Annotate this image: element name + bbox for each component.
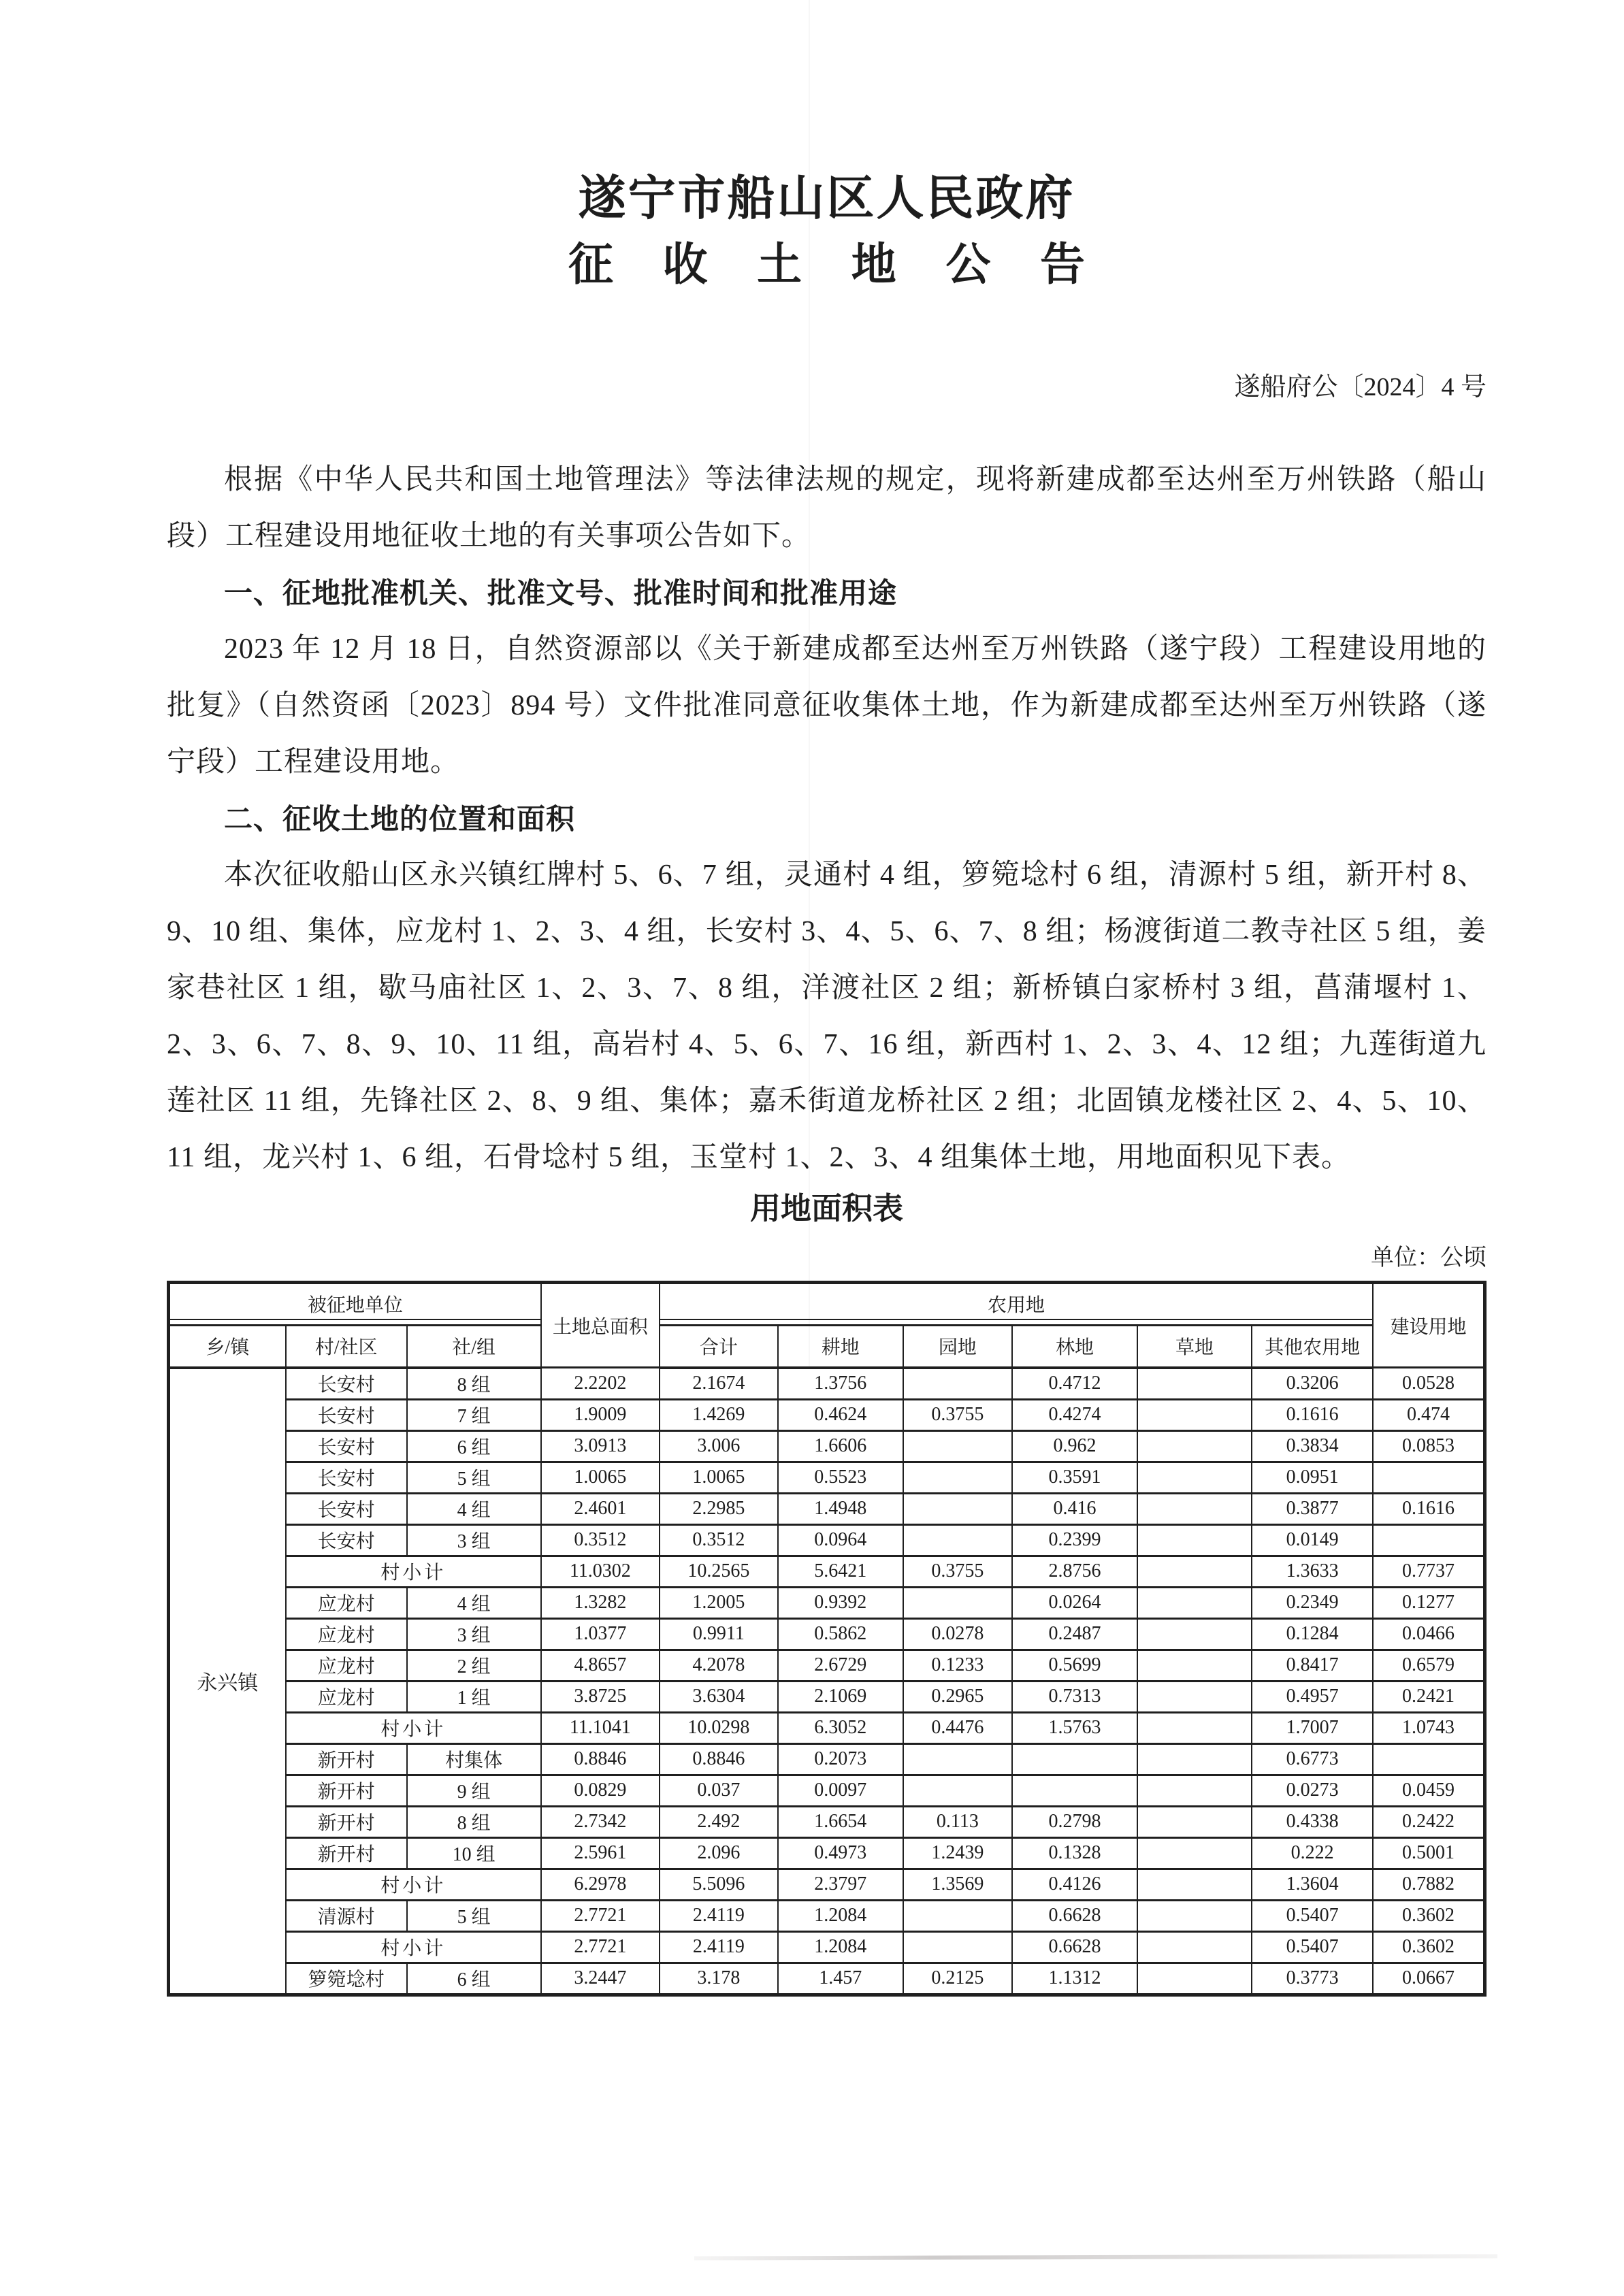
garden-cell [903, 1900, 1013, 1931]
total-area-cell: 2.4601 [541, 1493, 660, 1524]
agri-total-cell: 3.006 [660, 1430, 778, 1462]
village-cell: 新开村 [286, 1775, 407, 1806]
garden-cell [903, 1493, 1013, 1524]
group-cell: 6 组 [407, 1963, 541, 1995]
table-title: 用地面积表 [749, 1191, 903, 1226]
agri-total-cell: 4.2078 [660, 1650, 778, 1681]
cultivated-cell: 0.4624 [778, 1399, 903, 1430]
group-cell: 2 组 [407, 1650, 541, 1681]
header-garden-land: 园地 [903, 1325, 1013, 1368]
village-cell: 清源村 [286, 1900, 407, 1931]
other-agri-cell: 0.1616 [1252, 1399, 1373, 1430]
agri-total-cell: 2.4119 [660, 1900, 778, 1931]
garden-cell [903, 1524, 1013, 1556]
construction-cell: 0.474 [1373, 1399, 1484, 1430]
grass-cell [1137, 1806, 1252, 1837]
grass-cell [1137, 1650, 1252, 1681]
table-row [169, 1556, 1485, 1587]
header-other-agri-land: 其他农用地 [1252, 1325, 1373, 1368]
village-cell: 应龙村 [286, 1650, 407, 1681]
total-area-cell: 6.2978 [541, 1869, 660, 1900]
forest-cell: 0.4712 [1012, 1368, 1137, 1400]
doc-number: 遂船府公〔2024〕4 号 [1234, 372, 1487, 401]
garden-cell: 1.2439 [903, 1837, 1013, 1869]
grass-cell [1137, 1743, 1252, 1775]
forest-cell: 0.0264 [1012, 1587, 1137, 1618]
section-heading-2: 二、征收土地的位置和面积 [224, 803, 576, 836]
village-subtotal-cell: 村小计 [286, 1556, 541, 1587]
agri-total-cell: 3.6304 [660, 1681, 778, 1712]
construction-cell: 0.0853 [1373, 1430, 1484, 1462]
construction-cell: 0.0528 [1373, 1368, 1484, 1400]
table-row [169, 1493, 1485, 1524]
org-title: 遂宁市船山区人民政府 [578, 173, 1075, 225]
construction-cell: 0.0466 [1373, 1618, 1484, 1650]
forest-cell [1012, 1743, 1137, 1775]
total-area-cell: 0.8846 [541, 1743, 660, 1775]
group-cell: 9 组 [407, 1775, 541, 1806]
village-cell: 长安村 [286, 1493, 407, 1524]
village-cell: 新开村 [286, 1806, 407, 1837]
cultivated-cell: 1.2084 [778, 1900, 903, 1931]
land-area-table [167, 1281, 1487, 1997]
construction-cell: 0.2421 [1373, 1681, 1484, 1712]
header-expropriated-unit: 被征地单位 [169, 1282, 541, 1325]
notice-title: 征收土地公告 [568, 240, 1135, 290]
village-subtotal-cell: 村小计 [286, 1869, 541, 1900]
construction-cell: 0.3602 [1373, 1931, 1484, 1963]
grass-cell [1137, 1931, 1252, 1963]
table-header-row-columns [169, 1325, 1485, 1368]
total-area-cell: 2.7342 [541, 1806, 660, 1837]
group-cell: 8 组 [407, 1806, 541, 1837]
agri-total-cell: 2.1674 [660, 1368, 778, 1400]
village-cell: 新开村 [286, 1837, 407, 1869]
grass-cell [1137, 1524, 1252, 1556]
header-group: 社/组 [407, 1325, 541, 1368]
construction-cell: 0.5001 [1373, 1837, 1484, 1869]
construction-cell: 0.0459 [1373, 1775, 1484, 1806]
garden-cell: 0.0278 [903, 1618, 1013, 1650]
group-cell: 10 组 [407, 1837, 541, 1869]
garden-cell: 0.3755 [903, 1399, 1013, 1430]
other-agri-cell: 1.3604 [1252, 1869, 1373, 1900]
grass-cell [1137, 1399, 1252, 1430]
forest-cell: 0.5699 [1012, 1650, 1137, 1681]
agri-total-cell: 1.4269 [660, 1399, 778, 1430]
area-table-body [169, 1368, 1485, 1995]
village-subtotal-cell: 村小计 [286, 1931, 541, 1963]
garden-cell [903, 1587, 1013, 1618]
village-cell: 长安村 [286, 1368, 407, 1400]
grass-cell [1137, 1775, 1252, 1806]
construction-cell [1373, 1462, 1484, 1493]
table-row [169, 1524, 1485, 1556]
other-agri-cell: 0.1284 [1252, 1618, 1373, 1650]
grass-cell [1137, 1587, 1252, 1618]
forest-cell: 0.2798 [1012, 1806, 1137, 1837]
village-subtotal-cell: 村小计 [286, 1712, 541, 1743]
cultivated-cell: 1.3756 [778, 1368, 903, 1400]
agri-total-cell: 5.5096 [660, 1869, 778, 1900]
cultivated-cell: 0.5862 [778, 1618, 903, 1650]
total-area-cell: 3.8725 [541, 1681, 660, 1712]
cultivated-cell: 2.3797 [778, 1869, 903, 1900]
agri-total-cell: 2.492 [660, 1806, 778, 1837]
group-cell: 1 组 [407, 1681, 541, 1712]
header-total-land-area: 土地总面积 [541, 1282, 660, 1368]
cultivated-cell: 0.5523 [778, 1462, 903, 1493]
grass-cell [1137, 1869, 1252, 1900]
other-agri-cell: 0.3834 [1252, 1430, 1373, 1462]
unit-note: 单位：公顷 [1371, 1245, 1487, 1271]
grass-cell [1137, 1900, 1252, 1931]
garden-cell: 0.113 [903, 1806, 1013, 1837]
cultivated-cell: 0.0097 [778, 1775, 903, 1806]
scan-artifact-smudge [694, 2254, 1497, 2260]
construction-cell: 0.6579 [1373, 1650, 1484, 1681]
table-row [169, 1743, 1485, 1775]
forest-cell: 0.3591 [1012, 1462, 1137, 1493]
village-cell: 应龙村 [286, 1587, 407, 1618]
forest-cell: 2.8756 [1012, 1556, 1137, 1587]
cultivated-cell: 0.9392 [778, 1587, 903, 1618]
agri-total-cell: 2.4119 [660, 1931, 778, 1963]
cultivated-cell: 6.3052 [778, 1712, 903, 1743]
forest-cell: 0.4274 [1012, 1399, 1137, 1430]
village-cell: 箩箢埝村 [286, 1963, 407, 1995]
forest-cell: 0.2399 [1012, 1524, 1137, 1556]
garden-cell: 0.4476 [903, 1712, 1013, 1743]
table-header-row-groups [169, 1282, 1485, 1325]
document-content [0, 172, 1624, 1997]
construction-cell [1373, 1743, 1484, 1775]
garden-cell [903, 1931, 1013, 1963]
header-cultivated-land: 耕地 [778, 1325, 903, 1368]
group-cell: 5 组 [407, 1900, 541, 1931]
forest-cell: 0.416 [1012, 1493, 1137, 1524]
village-cell: 新开村 [286, 1743, 407, 1775]
other-agri-cell: 0.0951 [1252, 1462, 1373, 1493]
village-cell: 应龙村 [286, 1681, 407, 1712]
group-cell: 6 组 [407, 1430, 541, 1462]
village-cell: 应龙村 [286, 1618, 407, 1650]
agri-total-cell: 0.037 [660, 1775, 778, 1806]
other-agri-cell: 0.6773 [1252, 1743, 1373, 1775]
table-row [169, 1399, 1485, 1430]
group-cell: 5 组 [407, 1462, 541, 1493]
total-area-cell: 11.1041 [541, 1712, 660, 1743]
table-header [169, 1282, 1485, 1368]
table-row [169, 1650, 1485, 1681]
table-row [169, 1712, 1485, 1743]
construction-cell: 0.7737 [1373, 1556, 1484, 1587]
construction-cell [1373, 1524, 1484, 1556]
forest-cell: 0.6628 [1012, 1931, 1137, 1963]
table-row [169, 1837, 1485, 1869]
other-agri-cell: 1.7007 [1252, 1712, 1373, 1743]
total-area-cell: 0.3512 [541, 1524, 660, 1556]
other-agri-cell: 0.0273 [1252, 1775, 1373, 1806]
cultivated-cell: 1.4948 [778, 1493, 903, 1524]
grass-cell [1137, 1368, 1252, 1400]
section-heading-1: 一、征地批准机关、批准文号、批准时间和批准用途 [224, 577, 898, 610]
total-area-cell: 3.2447 [541, 1963, 660, 1995]
paragraph-location: 本次征收船山区永兴镇红牌村 5、6、7 组，灵通村 4 组，箩箢埝村 6 组，清源村 5 组，新开村 8、9、10 组、集体，应龙村 1、2、3、4 组，长安村 3、4、5、6、7、8 组；杨渡街道二教寺社区 5 组，姜家巷社区 1 组，歇马庙社区 1、2、3、7、8 组，洋渡社区 2 组；新桥镇白家桥村 3 组，菖蒲堰村 1、2、3、6、7、8、9、10、11 组，高岩村 4、5、6、7、16 组，新西村 1、2、3、4、12 组；九莲街道九莲社区 11 组，先锋社区 2、8、9 组、集体；嘉禾街道龙桥社区 2 组；北固镇龙楼社区 2、4、5、10、11 组，龙兴村 1、6 组，石骨埝村 5 组，玉堂村 1、2、3、4 组集体土地，用地面积见下表。 [167, 859, 1487, 1174]
header-village: 村/社区 [286, 1325, 407, 1368]
garden-cell [903, 1775, 1013, 1806]
grass-cell [1137, 1712, 1252, 1743]
total-area-cell: 1.9009 [541, 1399, 660, 1430]
cultivated-cell: 0.2073 [778, 1743, 903, 1775]
total-area-cell: 2.5961 [541, 1837, 660, 1869]
table-row [169, 1681, 1485, 1712]
cultivated-cell: 1.6606 [778, 1430, 903, 1462]
village-cell: 长安村 [286, 1399, 407, 1430]
construction-cell: 0.3602 [1373, 1900, 1484, 1931]
other-agri-cell: 1.3633 [1252, 1556, 1373, 1587]
village-cell: 长安村 [286, 1524, 407, 1556]
garden-cell: 1.3569 [903, 1869, 1013, 1900]
group-cell: 村集体 [407, 1743, 541, 1775]
group-cell: 3 组 [407, 1618, 541, 1650]
other-agri-cell: 0.3206 [1252, 1368, 1373, 1400]
group-cell: 7 组 [407, 1399, 541, 1430]
grass-cell [1137, 1681, 1252, 1712]
forest-cell: 1.5763 [1012, 1712, 1137, 1743]
forest-cell: 0.4126 [1012, 1869, 1137, 1900]
total-area-cell: 3.0913 [541, 1430, 660, 1462]
village-cell: 长安村 [286, 1430, 407, 1462]
grass-cell [1137, 1493, 1252, 1524]
header-agri-total: 合计 [660, 1325, 778, 1368]
table-row [169, 1963, 1485, 1995]
total-area-cell: 1.0377 [541, 1618, 660, 1650]
table-row [169, 1368, 1485, 1400]
group-cell: 4 组 [407, 1493, 541, 1524]
other-agri-cell: 0.222 [1252, 1837, 1373, 1869]
total-area-cell: 1.0065 [541, 1462, 660, 1493]
total-area-cell: 0.0829 [541, 1775, 660, 1806]
garden-cell: 0.2125 [903, 1963, 1013, 1995]
agri-total-cell: 10.2565 [660, 1556, 778, 1587]
garden-cell [903, 1462, 1013, 1493]
header-construction-land: 建设用地 [1373, 1282, 1484, 1368]
other-agri-cell: 0.0149 [1252, 1524, 1373, 1556]
table-row [169, 1900, 1485, 1931]
other-agri-cell: 0.5407 [1252, 1900, 1373, 1931]
garden-cell: 0.2965 [903, 1681, 1013, 1712]
construction-cell: 0.2422 [1373, 1806, 1484, 1837]
garden-cell: 0.1233 [903, 1650, 1013, 1681]
agri-total-cell: 0.3512 [660, 1524, 778, 1556]
grass-cell [1137, 1618, 1252, 1650]
construction-cell: 0.1277 [1373, 1587, 1484, 1618]
agri-total-cell: 1.0065 [660, 1462, 778, 1493]
forest-cell: 0.6628 [1012, 1900, 1137, 1931]
agri-total-cell: 2.096 [660, 1837, 778, 1869]
forest-cell [1012, 1775, 1137, 1806]
table-row [169, 1806, 1485, 1837]
total-area-cell: 2.2202 [541, 1368, 660, 1400]
header-town: 乡/镇 [169, 1325, 286, 1368]
group-cell: 3 组 [407, 1524, 541, 1556]
town-cell: 永兴镇 [169, 1368, 286, 1995]
total-area-cell: 4.8657 [541, 1650, 660, 1681]
group-cell: 4 组 [407, 1587, 541, 1618]
other-agri-cell: 0.8417 [1252, 1650, 1373, 1681]
agri-total-cell: 3.178 [660, 1963, 778, 1995]
agri-total-cell: 1.2005 [660, 1587, 778, 1618]
grass-cell [1137, 1430, 1252, 1462]
table-row [169, 1587, 1485, 1618]
grass-cell [1137, 1462, 1252, 1493]
other-agri-cell: 0.3877 [1252, 1493, 1373, 1524]
table-row [169, 1462, 1485, 1493]
garden-cell [903, 1430, 1013, 1462]
total-area-cell: 2.7721 [541, 1931, 660, 1963]
cultivated-cell: 2.6729 [778, 1650, 903, 1681]
cultivated-cell: 2.1069 [778, 1681, 903, 1712]
construction-cell: 0.0667 [1373, 1963, 1484, 1995]
village-cell: 长安村 [286, 1462, 407, 1493]
forest-cell: 0.962 [1012, 1430, 1137, 1462]
other-agri-cell: 0.4338 [1252, 1806, 1373, 1837]
table-row [169, 1869, 1485, 1900]
table-row [169, 1931, 1485, 1963]
grass-cell [1137, 1963, 1252, 1995]
group-cell: 8 组 [407, 1368, 541, 1400]
forest-cell: 1.1312 [1012, 1963, 1137, 1995]
garden-cell [903, 1368, 1013, 1400]
cultivated-cell: 1.457 [778, 1963, 903, 1995]
total-area-cell: 1.3282 [541, 1587, 660, 1618]
header-grass-land: 草地 [1137, 1325, 1252, 1368]
table-row [169, 1430, 1485, 1462]
agri-total-cell: 2.2985 [660, 1493, 778, 1524]
cultivated-cell: 0.4973 [778, 1837, 903, 1869]
forest-cell: 0.7313 [1012, 1681, 1137, 1712]
agri-total-cell: 0.9911 [660, 1618, 778, 1650]
garden-cell [903, 1743, 1013, 1775]
forest-cell: 0.2487 [1012, 1618, 1137, 1650]
table-row [169, 1775, 1485, 1806]
forest-cell: 0.1328 [1012, 1837, 1137, 1869]
other-agri-cell: 0.4957 [1252, 1681, 1373, 1712]
construction-cell: 0.7882 [1373, 1869, 1484, 1900]
grass-cell [1137, 1556, 1252, 1587]
agri-total-cell: 10.0298 [660, 1712, 778, 1743]
other-agri-cell: 0.5407 [1252, 1931, 1373, 1963]
other-agri-cell: 0.2349 [1252, 1587, 1373, 1618]
paragraph-intro: 根据《中华人民共和国土地管理法》等法律法规的规定，现将新建成都至达州至万州铁路（船山段）工程建设用地征收土地的有关事项公告如下。 [167, 464, 1487, 553]
construction-cell: 1.0743 [1373, 1712, 1484, 1743]
header-agricultural-land: 农用地 [660, 1282, 1373, 1325]
total-area-cell: 2.7721 [541, 1900, 660, 1931]
total-area-cell: 11.0302 [541, 1556, 660, 1587]
header-forest-land: 林地 [1012, 1325, 1137, 1368]
cultivated-cell: 1.6654 [778, 1806, 903, 1837]
garden-cell: 0.3755 [903, 1556, 1013, 1587]
construction-cell: 0.1616 [1373, 1493, 1484, 1524]
grass-cell [1137, 1837, 1252, 1869]
other-agri-cell: 0.3773 [1252, 1963, 1373, 1995]
cultivated-cell: 5.6421 [778, 1556, 903, 1587]
cultivated-cell: 1.2084 [778, 1931, 903, 1963]
paragraph-approval: 2023 年 12 月 18 日，自然资源部以《关于新建成都至达州至万州铁路（遂宁段）工程建设用地的批复》（自然资函〔2023〕894 号）文件批准同意征收集体土地，作为新建成都至达州至万州铁路（遂宁段）工程建设用地。 [167, 634, 1487, 778]
cultivated-cell: 0.0964 [778, 1524, 903, 1556]
table-row [169, 1618, 1485, 1650]
agri-total-cell: 0.8846 [660, 1743, 778, 1775]
